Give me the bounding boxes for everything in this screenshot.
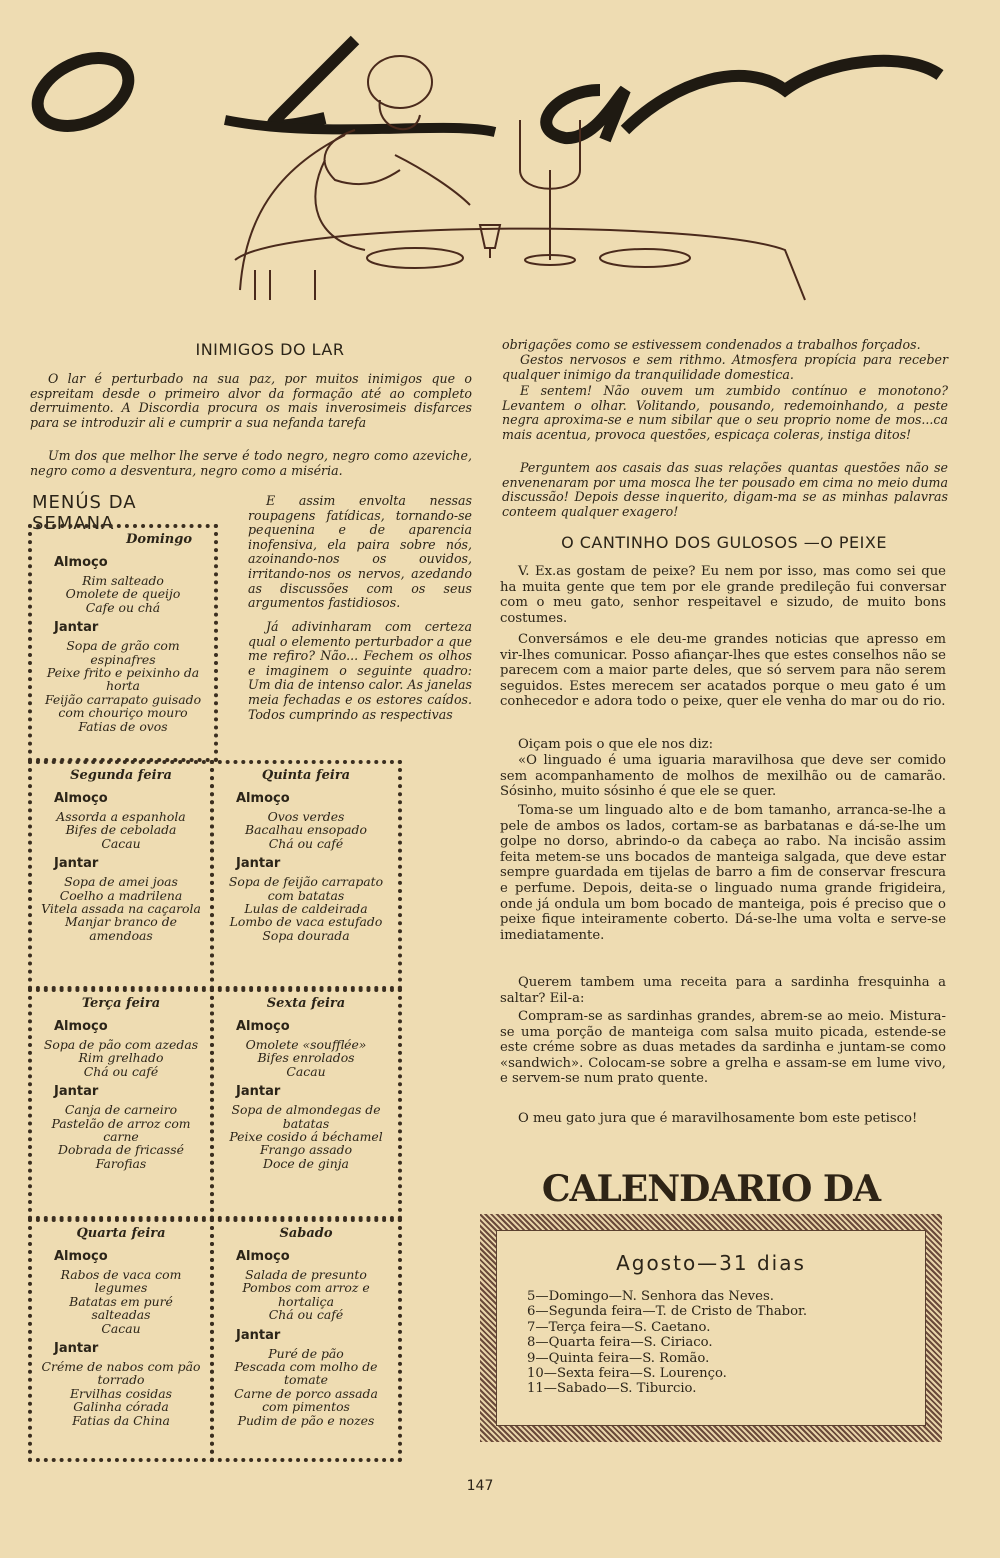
dish: Coelho a madrilena — [59, 887, 183, 903]
inimigos-p4: obrigações como se estivessem condenados a trabalhos forçados. — [502, 337, 921, 352]
dish: Cafe ou chá — [85, 599, 161, 615]
calendar-item: 7—Terça feira—S. Caetano. — [527, 1319, 711, 1335]
dish: Lulas de caldeirada — [244, 901, 368, 917]
menu-day-domingo — [28, 524, 218, 762]
page-number: 147 — [466, 1478, 494, 1494]
dish: Feijão carrapato guisado com chouriço mouro — [44, 691, 202, 721]
lunch-label: Almoço — [54, 1249, 108, 1264]
inimigos-p2: E assim envolta nessas roupagens fatídicas, tornando-se pequenina e de aparencia inofensiva, ela paira sobre nós, azoinando-nos os ouvidos, irritando-nos os nervos, azedando as discussões com os seus argumentos fastidiosos. — [248, 493, 472, 611]
dish: Rabos de vaca com legumes — [60, 1267, 182, 1296]
inimigos-p7: Perguntem aos casais das suas relações quantas questões não se envenenaram por uma mosca lhe ter pousado em cima no meio duma discussão! Depois desse inquerito, digam-ma se as minhas palavras conteem qualquer exagero! — [502, 460, 948, 519]
gulosos-p4: «O linguado é uma iguaria maravilhosa que deve ser comido sem acompanhamento de molhos de mexilhão ou de camarão. Sósinho, muito sósinho é que ele se quer. — [500, 753, 946, 800]
masthead-title — [25, 20, 26, 21]
calendar-item: 8—Quarta feira—S. Ciriaco. — [527, 1335, 713, 1351]
dish: Doce de ginja — [263, 1155, 349, 1171]
day-title: Segunda feira — [70, 768, 172, 783]
lunch-label: Almoço — [236, 1249, 290, 1264]
menu-day-quinta — [210, 760, 402, 990]
dish: Salada de presunto — [245, 1267, 367, 1282]
dish: Canja de carneiro — [64, 1102, 178, 1118]
day-title: Quarta feira — [76, 1226, 166, 1241]
calendar-item: 6—Segunda feira—T. de Cristo de Thabor. — [527, 1304, 808, 1320]
calendar-item: 11—Sabado—S. Tiburcio. — [527, 1381, 697, 1397]
dish: Sopa dourada — [262, 927, 350, 943]
inimigos-p6: E sentem! Não ouvem um zumbido contínuo e monotono? Levantem o olhar. Volitando, pousando, redemoinhando, a peste negra aproxima-se e num sibilar que o seu proprio nome de mos...ca mais acentua, provoca questões, espicaça coleras, instiga ditos! — [502, 383, 948, 442]
lunch-label: Almoço — [54, 555, 108, 570]
lunch-label: Almoço — [236, 791, 290, 806]
dish: Fatias da China — [72, 1412, 170, 1428]
gulosos-p1: V. Ex.as gostam de peixe? Eu nem por isso, mas como sei que ha muita gente que tem por ele grande predileção fui conversar com o meu gato, senhor respeitavel e sizudo, de muito bons costumes. — [500, 564, 946, 626]
inimigos-line2: Um dos que melhor lhe serve é todo negro, negro como azeviche, negro como a desventura, negro como a miséria. — [30, 448, 472, 478]
calendar-section — [480, 1162, 942, 1446]
dish: Sopa de pão com azedas — [43, 1037, 199, 1052]
day-title: Quinta feira — [261, 768, 351, 783]
dinner-label: Jantar — [54, 620, 99, 636]
dish: Vitela assada na caçarola — [41, 901, 201, 917]
dish: Assorda a espanhola — [56, 809, 186, 824]
gulosos-p5: Toma-se um linguado alto e de bom tamanho, arranca-se-lhe a pele de ambos os lados, cortam-se as barbatanas e dá-se-lhe um golpe no dorso, abrindo-o da cabeça ao rabo. Na incisão assim feita metem-se uns bocados de manteiga salgada, que deve estar sempre guardada em tijelas de barro a fim de conservar frescura e perfume. Depois, deita-se o linguado numa grande frigideira, onde já ondula um bom bocado de manteiga, pois é preciso que o peixe fique inteiramente coberto. Dá-se-lhe uma volta e serve-se imediatamente. — [500, 803, 946, 943]
menu-day-sabado — [210, 1218, 402, 1462]
dish: Omolete de queijo — [65, 586, 181, 602]
dish: Pombos com arroz e hortaliça — [242, 1280, 370, 1309]
day-title: Domingo — [126, 532, 192, 547]
dish: Fatias de ovos — [78, 718, 168, 734]
dish: Chá ou café — [268, 835, 344, 851]
dish: Rim grelhado — [78, 1050, 164, 1066]
dish: Frango assado — [259, 1142, 353, 1158]
dish: Peixe cosido á béchamel — [229, 1129, 383, 1145]
dinner-label: Jantar — [236, 1084, 281, 1100]
dish: Pudim de pão e nozes — [237, 1412, 375, 1428]
dish: Chá ou café — [268, 1307, 344, 1323]
dinner-label: Jantar — [54, 1084, 99, 1100]
dish: Bifes de cebolada — [65, 822, 177, 838]
lunch-label: Almoço — [54, 1019, 108, 1034]
dish: Lombo de vaca estufado — [229, 914, 383, 930]
inimigos-p3: Já adivinharam com certeza qual o elemento perturbador a que me refiro? Não... Fechem os olhos e imaginem o seguinte quadro: Um dia de intenso calor. As janelas meia fechadas e os estores caídos. Todos cumprindo as respectivas — [248, 619, 472, 722]
dish: Bifes enrolados — [257, 1050, 355, 1066]
calendar-inner — [496, 1230, 926, 1426]
inimigos-intro: O lar é perturbado na sua paz, por muitos inimigos que o espreitam desde o primeiro alvor da formação até ao completo derruimento. A Discordia procura os mais inverosimeis disfarces para se introduzir ali e cumprir a sua nefanda tarefa — [30, 371, 472, 430]
dish: Carne de porco assada com pimentos — [234, 1385, 378, 1415]
dish: Pescada com molho de tomate — [234, 1359, 378, 1388]
dish: Ervilhas cosidas — [70, 1385, 172, 1401]
day-title: Sabado — [279, 1226, 333, 1241]
inimigos-heading: INIMIGOS DO LAR — [195, 340, 345, 359]
day-title: Sexta feira — [266, 996, 346, 1011]
dish: Cacau — [286, 1063, 326, 1079]
dish: Pastelão de arroz com carne — [51, 1115, 191, 1145]
gulosos-p2: Conversámos e ele deu-me grandes noticias que apresso em vir-lhes comunicar. Posso afiançar-lhes que estes conselhos não se parecem com a maior parte deles, que só servem para não serem seguidos. Estes merecem ser acatados porque o meu gato é um conhecedor e adora todo o peixe, quer ele venha do mar ou do rio. — [500, 632, 946, 710]
dish: Ovos verdes — [267, 809, 345, 824]
masthead — [25, 20, 985, 310]
dish: Batatas em puré salteadas — [69, 1293, 173, 1323]
gulosos-p7: Compram-se as sardinhas grandes, abrem-se ao meio. Mistura-se uma porção de manteiga com salsa muito picada, estende-se este créme sobre as duas metades da sardinha e juntam-se como «sandwich». Colocam-se sobre a grelha e assam-se em lume vivo, e servem-se num prato quente. — [500, 1009, 946, 1087]
menu-day-segunda — [28, 760, 214, 990]
dish: Peixe frito e peixinho da horta — [46, 665, 200, 694]
lunch-label: Almoço — [54, 791, 108, 806]
dish: Farofias — [95, 1155, 147, 1171]
dish: Puré de pão — [268, 1345, 344, 1361]
menu-day-quarta — [28, 1218, 214, 1462]
menu-day-terca — [28, 988, 214, 1220]
calendar-frame — [480, 1214, 942, 1442]
calendar-item: 10—Sexta feira—S. Lourenço. — [527, 1366, 727, 1382]
dish: Rim salteado — [82, 573, 164, 588]
gulosos-heading: O CANTINHO DOS GULOSOS —O PEIXE — [561, 533, 887, 552]
calendar-title: CALENDARIO DA — [541, 1168, 881, 1210]
masthead-illustration — [25, 20, 985, 310]
dish: Manjar branco de amendoas — [65, 914, 177, 943]
dish: Galinha córada — [73, 1399, 169, 1415]
dish: Dobrada de fricassé — [58, 1142, 184, 1158]
calendar-item: 5—Domingo—N. Senhora das Neves. — [527, 1289, 774, 1304]
dish: Sopa de grão com espinafres — [66, 638, 180, 667]
menu-day-sexta — [210, 988, 402, 1220]
calendar-month: Agosto—31 dias — [616, 1251, 806, 1275]
gulosos-p3: Oiçam pois o que ele nos diz: — [518, 737, 714, 752]
menus-heading: MENÚS DA SEMANA — [32, 492, 137, 534]
lunch-label: Almoço — [236, 1019, 290, 1034]
gulosos-p8: O meu gato jura que é maravilhosamente bom este petisco! — [518, 1111, 918, 1126]
dish: Cacau — [101, 835, 141, 851]
dish: Créme de nabos com pão torrado — [41, 1359, 201, 1388]
calendar-item: 9—Quinta feira—S. Romão. — [527, 1350, 710, 1366]
dish: Sopa de amei joas — [64, 874, 178, 890]
inimigos-p5: Gestos nervosos e sem rithmo. Atmosfera propícia para receber qualquer inimigo da tranquilidade domestica. — [502, 352, 948, 382]
dish: Sopa de almondegas de batatas — [231, 1102, 381, 1131]
dish: Bacalhau ensopado — [245, 822, 367, 838]
dinner-label: Jantar — [54, 1341, 99, 1357]
dish: Omolete «soufflée» — [245, 1037, 367, 1052]
dish: Sopa de feijão carrapato com batatas — [228, 874, 384, 903]
dinner-label: Jantar — [236, 1327, 281, 1343]
dish: Cacau — [101, 1320, 141, 1336]
dinner-label: Jantar — [54, 856, 99, 872]
gulosos-p6: Querem tambem uma receita para a sardinha fresquinha a saltar? Eil-a: — [500, 975, 946, 1006]
dinner-label: Jantar — [236, 856, 281, 872]
day-title: Terça feira — [81, 996, 161, 1011]
dish: Chá ou café — [83, 1063, 159, 1079]
